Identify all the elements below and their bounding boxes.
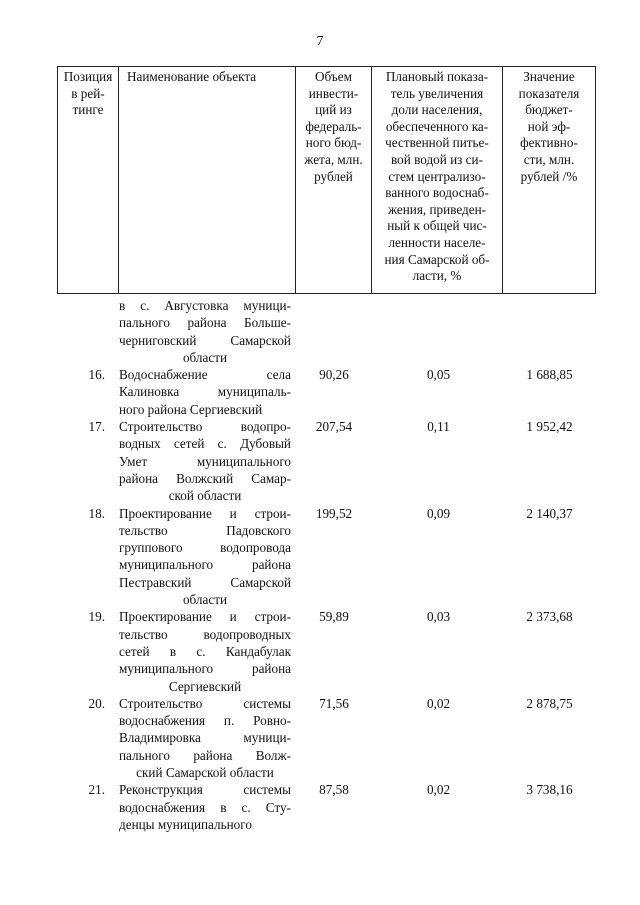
position-cell: 19. xyxy=(88,609,105,625)
table-row xyxy=(57,695,595,781)
name-cell xyxy=(118,505,293,609)
name-line: района Волжский Самар- xyxy=(119,470,291,486)
header-name: Наименование объекта xyxy=(127,69,257,84)
name-line: Строительство системы xyxy=(119,695,291,711)
header-name-cell xyxy=(119,67,296,294)
header-volume: Объем инвести- ций из федераль- ного бюд- жета, млн. рублей xyxy=(304,69,363,184)
volume-cell: 87,58 xyxy=(319,782,349,798)
header-share-cell xyxy=(372,67,503,294)
name-line: пального района Волж- xyxy=(119,747,291,763)
efficiency-cell: 2 878,75 xyxy=(526,695,573,711)
name-line: Калиновка муниципаль- xyxy=(119,384,291,400)
position-cell: 20. xyxy=(88,695,105,711)
name-cell xyxy=(118,297,293,366)
name-cell xyxy=(118,695,293,781)
name-line: области xyxy=(182,592,228,608)
position-cell: 21. xyxy=(88,782,105,798)
name-line: Владимировка муници- xyxy=(119,730,291,746)
table-header xyxy=(57,66,596,294)
name-line: Водоснабжение села xyxy=(119,367,291,383)
name-line: Реконструкция системы xyxy=(119,782,291,798)
volume-cell: 90,26 xyxy=(319,367,349,383)
name-line: тельство Падовского xyxy=(119,522,291,538)
share-cell: 0,02 xyxy=(426,695,451,711)
name-line: муниципального района xyxy=(119,661,291,677)
name-cell xyxy=(118,418,293,504)
name-line: Сергиевский xyxy=(168,678,242,694)
name-cell xyxy=(118,781,293,833)
table-row xyxy=(57,505,595,609)
name-cell xyxy=(118,608,293,694)
name-line: черниговский Самарской xyxy=(119,332,291,348)
efficiency-cell: 1 688,85 xyxy=(526,367,573,383)
position-cell xyxy=(57,297,118,366)
name-line: денцы муниципального xyxy=(119,816,252,832)
page-number: 7 xyxy=(316,34,324,49)
position-cell: 18. xyxy=(88,505,105,521)
position-cell: 16. xyxy=(88,367,105,383)
name-line: водоснабжения в с. Сту- xyxy=(119,799,291,815)
efficiency-cell: 3 738,16 xyxy=(526,782,573,798)
volume-cell: 71,56 xyxy=(319,695,349,711)
table-body xyxy=(57,297,595,833)
name-line: муниципального района xyxy=(119,557,291,573)
table-row xyxy=(57,781,595,833)
name-line: ного района Сергиевский xyxy=(119,401,263,417)
share-cell: 0,09 xyxy=(426,505,451,521)
efficiency-cell: 2 140,37 xyxy=(526,505,573,521)
volume-cell: 207,54 xyxy=(315,419,353,435)
name-line: Пестравский Самарской xyxy=(119,574,291,590)
name-line: тельство водопроводных xyxy=(119,626,291,642)
header-efficiency: Значение показателя бюджет- ной эф- фективно- сти, млн. рублей /% xyxy=(518,69,580,184)
header-efficiency-cell xyxy=(503,67,596,294)
name-line: группового водопровода xyxy=(119,540,291,556)
name-line: пального района Больше- xyxy=(119,315,291,331)
share-cell: 0,11 xyxy=(427,419,450,435)
share-cell: 0,03 xyxy=(426,609,451,625)
efficiency-cell: 2 373,68 xyxy=(526,609,573,625)
table-row xyxy=(57,366,595,418)
name-line: в с. Августовка муници- xyxy=(119,298,291,313)
header-volume-cell xyxy=(296,67,372,294)
table-row-continuation xyxy=(57,297,595,366)
table-row xyxy=(57,418,595,504)
position-cell: 17. xyxy=(88,419,105,435)
header-position-cell xyxy=(58,67,119,294)
header-share: Плановый показа- тель увеличения доли населения, обеспеченного ка- чественной питье- вой водой из си- стем централизо- ванного водоснаб- жения, приведен- ный к общей чис- ленности населе- ния Самарской об- ласти, % xyxy=(384,69,490,284)
name-line: водоснабжения п. Ровно- xyxy=(119,713,291,729)
table-row xyxy=(57,608,595,694)
name-line: Проектирование и строи- xyxy=(119,505,291,521)
name-line: области xyxy=(182,349,228,365)
name-line: водных сетей с. Дубовый xyxy=(119,436,291,452)
name-line: ский Самарской области xyxy=(136,765,274,781)
name-line: Строительство водопро- xyxy=(119,419,291,435)
header-position: Позиция в рей- тинге xyxy=(63,69,113,118)
share-cell: 0,02 xyxy=(426,782,451,798)
name-line: Умет муниципального xyxy=(119,453,291,469)
volume-cell: 59,89 xyxy=(319,609,349,625)
name-line: ской области xyxy=(168,488,242,504)
name-line: сетей в с. Кандабулак xyxy=(119,643,291,659)
name-line: Проектирование и строи- xyxy=(119,609,291,625)
volume-cell: 199,52 xyxy=(315,505,353,521)
name-cell xyxy=(118,366,293,418)
share-cell: 0,05 xyxy=(426,367,451,383)
efficiency-cell: 1 952,42 xyxy=(526,419,573,435)
